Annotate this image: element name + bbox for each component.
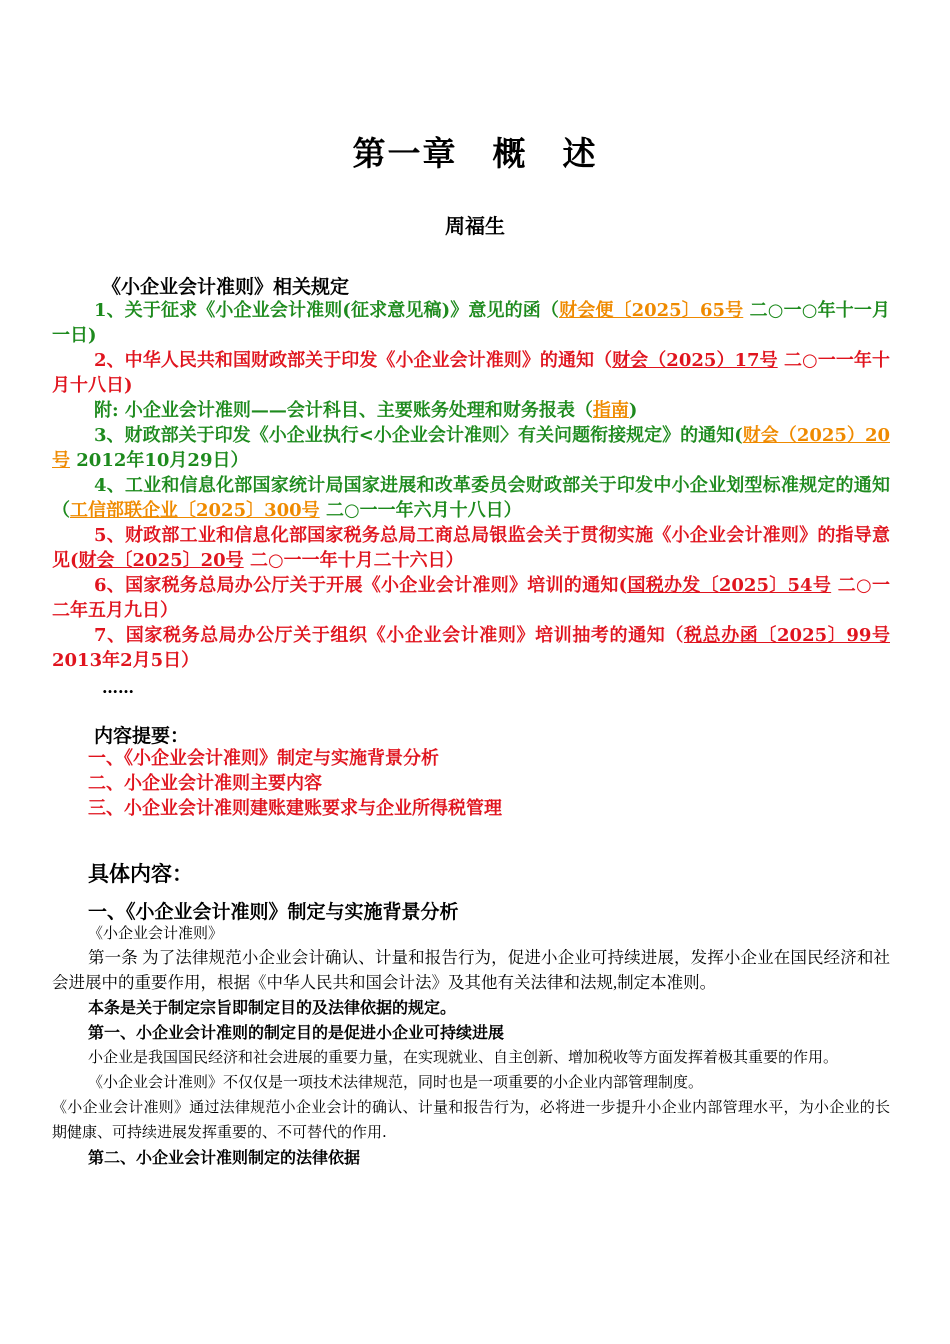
regulation-ref-link[interactable]: 税总办函〔2025〕99号	[683, 625, 890, 646]
summary-heading: 内容提要：	[94, 725, 190, 747]
author-name: 周福生	[445, 214, 505, 238]
section-heading: 一、《小企业会计准则》制定与实施背景分析	[88, 901, 459, 923]
article-paragraph: 第一条 为了法律规范小企业会计确认、计量和报告行为，促进小企业可持续进展，发挥小企业在国民经济和社会进展中的重要作用，根据《中华人民共和国会计法》及其他有关法律和法规,制定本准则。	[52, 948, 890, 992]
regulation-ref-link[interactable]: 财会〔2025〕20号	[78, 550, 244, 571]
regulations-heading: 《小企业会计准则》相关规定	[102, 276, 350, 298]
standard-name: 《小企业会计准则》	[88, 924, 224, 942]
regulation-item-1: 1、关于征求《小企业会计准则(征求意见稿)》意见的函（财会便〔2025〕65号 二○一○年十一月一日)	[52, 300, 890, 346]
summary-item: 一、《小企业会计准则》制定与实施背景分析	[88, 748, 439, 769]
regulation-item-4: 4、工业和信息化部国家统计局国家进展和改革委员会财政部关于印发中小企业划型标准规定的通知（工信部联企业〔2025〕300号 二○一一年六月十八日）	[52, 475, 890, 521]
regulations-list	[52, 298, 890, 673]
regulation-ref-link[interactable]: 国税办发〔2025〕54号	[627, 575, 832, 596]
regulation-ref-link[interactable]: 财会（2025）20号	[52, 425, 890, 471]
regulation-appendix: 附: 小企业会计准则——会计科目、主要账务处理和财务报表（指南)	[94, 400, 638, 421]
chapter-title: 第一章 概 述	[352, 134, 598, 173]
regulation-ref-link[interactable]: 财会便〔2025〕65号	[559, 300, 744, 321]
regulation-item-2: 2、中华人民共和国财政部关于印发《小企业会计准则》的通知（财会（2025）17号 二○一一年十月十八日)	[52, 350, 890, 396]
regulation-item-6: 6、国家税务总局办公厅关于开展《小企业会计准则》培训的通知(国税办发〔2025〕54号 二○一二年五月九日）	[52, 575, 890, 621]
body-paragraph: 小企业是我国国民经济和社会进展的重要力量，在实现就业、自主创新、增加税收等方面发挥着极其重要的作用。	[88, 1048, 839, 1066]
regulation-ref-link[interactable]: 指南	[592, 400, 629, 421]
detail-heading: 具体内容：	[88, 862, 193, 886]
regulation-ref-link[interactable]: 财会（2025）17号	[612, 350, 778, 371]
regulation-ref-link[interactable]: 工信部联企业〔2025〕300号	[70, 500, 320, 521]
summary-list	[52, 746, 926, 821]
regulation-item-5: 5、财政部工业和信息化部国家税务总局工商总局银监会关于贯彻实施《小企业会计准则》的指导意见(财会〔2025〕20号 二○一一年十月二十六日）	[52, 525, 890, 571]
body-paragraph: 《小企业会计准则》通过法律规范小企业会计的确认、计量和报告行为，必将进一步提升小企业内部管理水平，为小企业的长期健康、可持续进展发挥重要的、不可替代的作用.	[52, 1098, 890, 1141]
subsection-heading: 第一、小企业会计准则的制定目的是促进小企业可持续进展	[88, 1023, 505, 1042]
regulation-item-7: 7、国家税务总局办公厅关于组织《小企业会计准则》培训抽考的通知（税总办函〔2025〕99号 2013年2月5日）	[52, 625, 890, 671]
subsection-heading: 第二、小企业会计准则制定的法律依据	[88, 1148, 361, 1167]
note-paragraph: 本条是关于制定宗旨即制定目的及法律依据的规定。	[88, 998, 457, 1017]
regulation-item-3: 3、财政部关于印发《小企业执行<小企业会计准则〉有关问题衔接规定》的通知(财会（2025）20号 2012年10月29日）	[52, 425, 890, 471]
body-text	[52, 945, 890, 1170]
body-paragraph: 《小企业会计准则》不仅仅是一项技术法律规范，同时也是一项重要的小企业内部管理制度。	[88, 1073, 704, 1091]
summary-item: 三、小企业会计准则建账建账要求与企业所得税管理	[88, 798, 502, 819]
ellipsis: ……	[102, 678, 134, 697]
summary-item: 二、小企业会计准则主要内容	[88, 773, 322, 794]
